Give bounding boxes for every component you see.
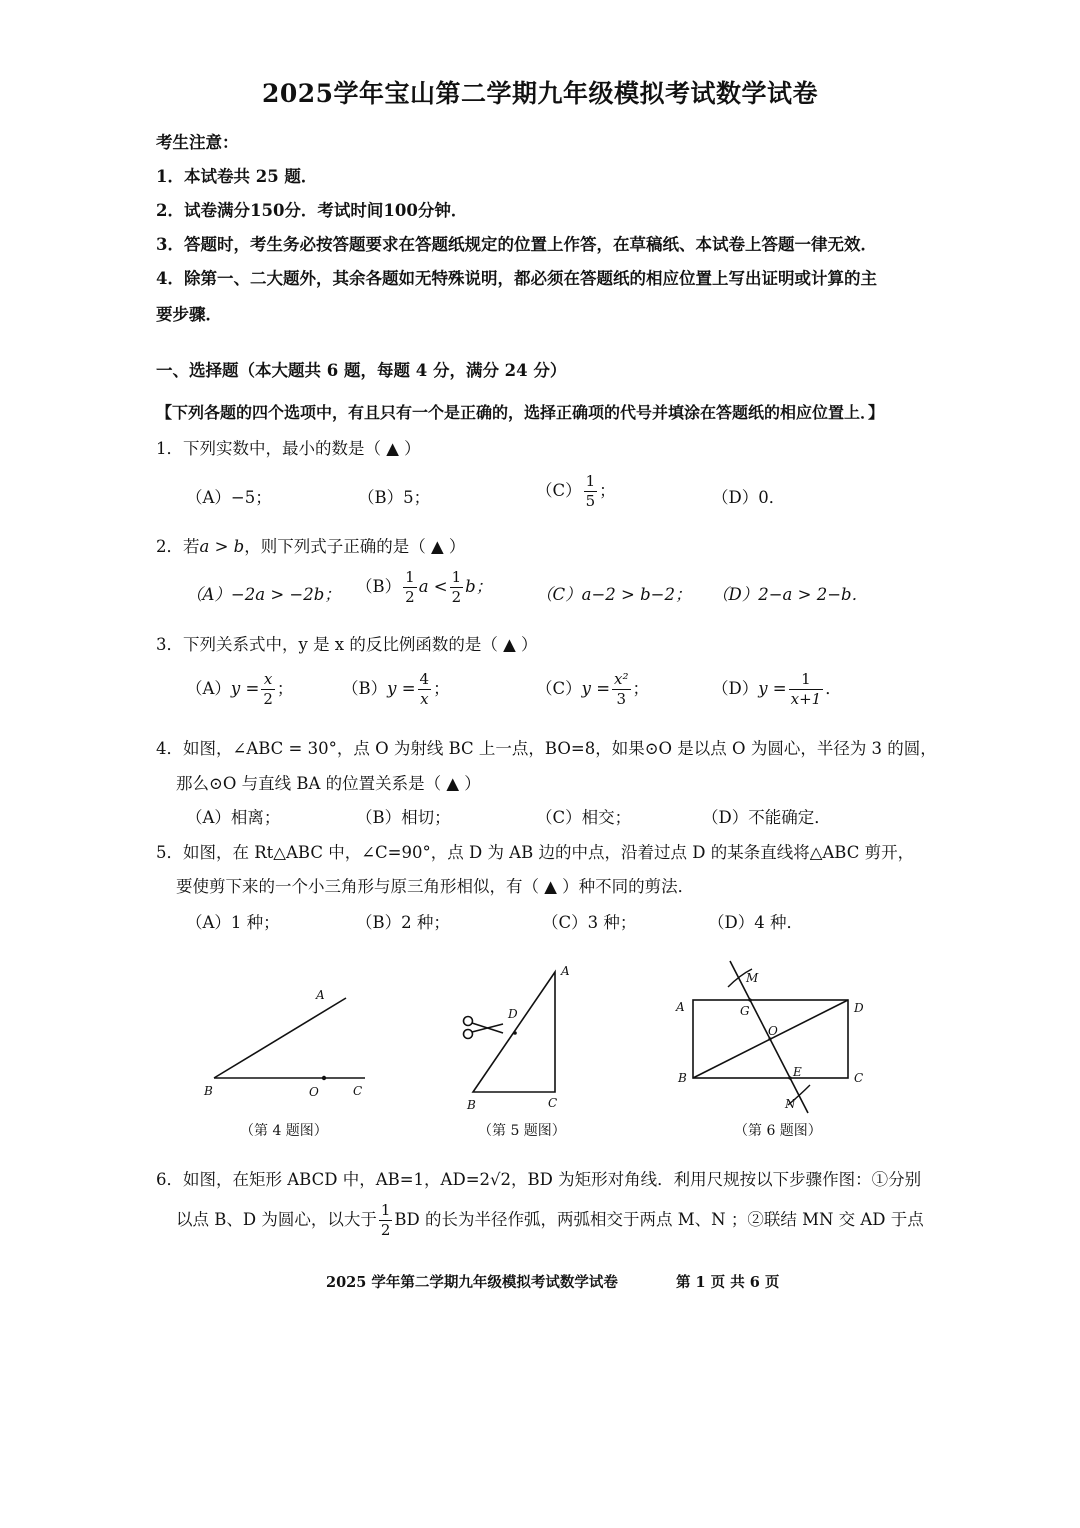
q3-a-num: x (261, 672, 275, 690)
q3-a-label: （A） (186, 679, 231, 698)
label-C: C (353, 1084, 363, 1098)
q3-c-den: 3 (616, 690, 627, 708)
q6-fraction (379, 1203, 393, 1238)
q2-b-den-2: 2 (451, 588, 462, 606)
exam-title: 2025学年宝山第二学期九年级模拟考试数学试卷 (261, 79, 819, 108)
q3-a-fraction (261, 672, 275, 707)
q2-stem (156, 536, 465, 558)
q3-b-num: 4 (419, 670, 430, 688)
figure-5 (455, 960, 585, 1115)
point-E (788, 1076, 791, 1079)
label-C: C (854, 1071, 864, 1085)
q4-line2: 那么⊙O 与直线 BA 的位置关系是（ ▲ ） (176, 774, 481, 793)
q2-option-b (356, 570, 492, 605)
figure-6-caption: （第 6 题图） (734, 1123, 822, 1139)
q1-c-tail: ； (599, 481, 616, 500)
label-B: B (678, 1071, 687, 1085)
q2-option-c: （C）a−2 > b−2； (536, 585, 692, 604)
q6-line2 (176, 1203, 924, 1238)
q2-b-den-1: 2 (405, 588, 415, 606)
label-M: M (746, 971, 759, 985)
q6-line2-b: BD 的长为半径作弧，两弧相交于两点 M、N ；②联结 MN 交 AD 于点 (394, 1210, 924, 1229)
q3-option-b (342, 672, 450, 707)
notice-3: 3．答题时，考生务必按答题要求在答题纸规定的位置上作答，在草稿纸、本试卷上答题一律无效． (156, 235, 877, 254)
q1-option-d: （D）0． (712, 488, 786, 507)
q1-option-a: （A）−5； (186, 488, 272, 507)
q3-option-d (712, 672, 842, 707)
q2-option-d: （D）2−a > 2−b． (712, 585, 869, 604)
q1-option-c-label: （C） (536, 481, 582, 500)
q4-option-b: （B）相切； (356, 808, 451, 827)
q3-b-fraction (418, 672, 432, 707)
q3-stem: 3．下列关系式中，y 是 x 的反比例函数的是（ ▲ ） (156, 635, 538, 654)
label-A: A (561, 964, 570, 978)
q1-stem: 1．下列实数中，最小的数是（ ▲ ） (156, 439, 421, 458)
q2-b-var2: b； (465, 577, 493, 596)
q2-stem-expr: a > b (199, 537, 245, 556)
q2-b-var1: a < (418, 577, 448, 596)
q1-c-numerator: 1 (585, 472, 596, 490)
notice-heading: 考生注意： (156, 133, 239, 152)
label-D: D (854, 1001, 864, 1015)
q6-fraction-den: 2 (380, 1221, 391, 1239)
q3-a-y: y = (230, 679, 260, 698)
q2-option-b-label: （B） (356, 577, 402, 596)
q2-b-fraction-1 (403, 570, 417, 605)
q6-fraction-num: 1 (380, 1201, 391, 1219)
q3-c-label: （C） (536, 679, 582, 698)
q3-b-tail: ； (433, 679, 450, 698)
q5-option-b: （B）2 种； (356, 913, 450, 932)
figure-4 (190, 975, 390, 1115)
q5-line1: 5．如图，在 Rt△ABC 中，∠C=90°，点 D 为 AB 边的中点，沿着过点 D 的某条直线将△ABC 剪开， (156, 843, 915, 862)
q1-option-b: （B）5； (358, 488, 431, 507)
q3-c-tail: ； (632, 679, 650, 698)
q3-d-tail: ． (825, 679, 842, 698)
q3-d-den: x+1 (790, 690, 822, 708)
footer-page-number: 第 1 页 共 6 页 (676, 1274, 780, 1291)
q1-c-fraction (584, 474, 598, 509)
label-O: O (309, 1085, 319, 1099)
label-E: E (793, 1065, 802, 1079)
q2-stem-b: ，则下列式子正确的是（ ▲ ） (244, 537, 466, 556)
notice-4: 4．除第一、二大题外，其余各题如无特殊说明，都必须在答题纸的相应位置上写出证明或计算的主 (156, 269, 877, 288)
ray-BA (214, 998, 346, 1078)
section1-heading: 一、选择题（本大题共 6 题，每题 4 分，满分 24 分） (156, 361, 567, 380)
q3-d-label: （D） (712, 679, 759, 698)
q3-d-y: y = (758, 679, 787, 698)
q5-option-a: （A）1 种； (186, 913, 280, 932)
q3-b-den: x (420, 690, 429, 708)
label-A: A (676, 1000, 685, 1014)
figure-6 (670, 955, 870, 1120)
notice-1: 1．本试卷共 25 题． (156, 167, 318, 186)
q5-option-c: （C）3 种； (542, 913, 637, 932)
q2-stem-a: 2．若 (156, 537, 200, 556)
q6-line2-a: 以点 B、D 为圆心，以大于 (176, 1210, 377, 1229)
q2-b-num-2: 1 (451, 568, 462, 586)
point-D (513, 1031, 517, 1035)
q3-option-a (186, 672, 293, 707)
label-B: B (467, 1098, 476, 1112)
q3-a-tail: ； (276, 679, 294, 698)
footer-exam-name: 2025 学年第二学期九年级模拟考试数学试卷 (326, 1274, 618, 1291)
q3-d-num: 1 (789, 672, 824, 690)
q1-c-denominator: 5 (585, 492, 596, 510)
q3-d-fraction (789, 672, 824, 707)
point-O (322, 1076, 326, 1080)
label-O: O (768, 1024, 778, 1038)
q3-c-fraction (612, 672, 630, 707)
notice-4-cont: 要步骤． (156, 305, 222, 324)
label-A: A (316, 988, 325, 1002)
label-N: N (785, 1097, 796, 1111)
q1-option-c (536, 474, 616, 509)
q5-line2: 要使剪下来的一个小三角形与原三角形相似，有（ ▲ ）种不同的剪法． (176, 877, 695, 896)
notice-2: 2．试卷满分150分．考试时间100分钟． (156, 201, 468, 220)
q3-c-num: x² (614, 670, 629, 688)
q3-b-label: （B） (342, 679, 388, 698)
q4-option-a: （A）相离； (186, 808, 281, 827)
point-G (748, 998, 751, 1001)
q2-b-num-1: 1 (405, 568, 415, 586)
q4-option-c: （C）相交； (536, 808, 632, 827)
q2-b-fraction-2 (450, 570, 464, 605)
q4-line1: 4．如图，∠ABC = 30°，点 O 为射线 BC 上一点，BO=8，如果⊙O 是以点 O 为圆心，半径为 3 的圆， (156, 739, 937, 758)
q3-c-y: y = (581, 679, 611, 698)
q2-option-a: （A）−2a > −2b； (186, 585, 341, 604)
q3-b-y: y = (387, 679, 416, 698)
section1-instruction: 【下列各题的四个选项中，有且只有一个是正确的，选择正确项的代号并填涂在答题纸的相应位置上．】 (156, 403, 885, 422)
label-B: B (204, 1084, 213, 1098)
q5-option-d: （D）4 种． (708, 913, 803, 932)
figure-4-caption: （第 4 题图） (240, 1123, 328, 1139)
q4-option-d: （D）不能确定． (702, 808, 831, 827)
scissors-icon (464, 1017, 504, 1039)
label-D: D (508, 1007, 518, 1021)
q6-line1: 6．如图，在矩形 ABCD 中，AB=1，AD=2√2，BD 为矩形对角线．利用尺规按以下步骤作图：①分别 (156, 1170, 922, 1189)
q3-a-den: 2 (263, 690, 273, 708)
label-G: G (740, 1004, 750, 1018)
label-C: C (548, 1096, 558, 1110)
figure-5-caption: （第 5 题图） (478, 1123, 566, 1139)
q3-option-c (536, 672, 649, 707)
